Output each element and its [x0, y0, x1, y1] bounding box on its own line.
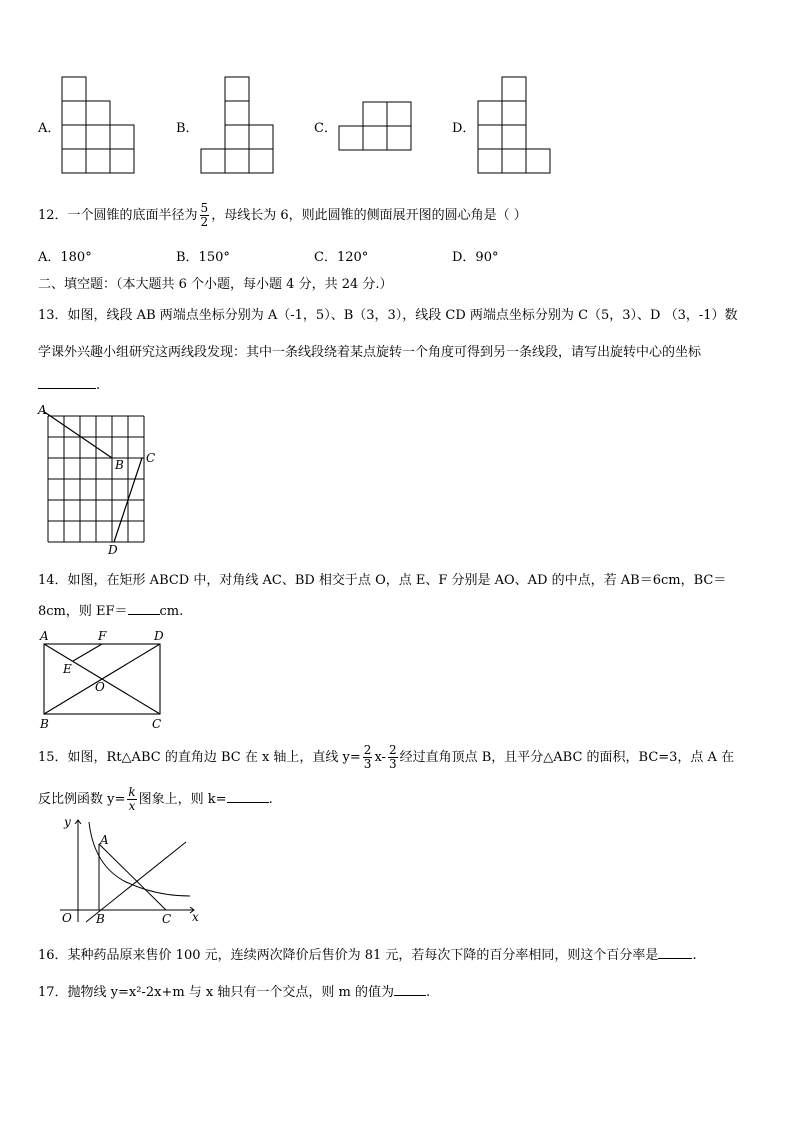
q14-label-e: E	[63, 662, 72, 676]
q15-label-x: x	[192, 910, 199, 924]
q15-label-b: B	[96, 912, 105, 926]
q14-label-d: D	[154, 629, 164, 643]
q11-option-a-label: A．	[38, 121, 61, 136]
q15-label-y: y	[64, 815, 71, 829]
q17-question	[38, 985, 430, 1001]
q15-answer-blank	[227, 802, 269, 803]
q12-text-b: ，母线长为 6，则此圆锥的侧面展开图的圆心角是（ ）	[211, 208, 527, 223]
q11-option-b-label: B．	[176, 121, 199, 136]
q17-period: .	[426, 985, 431, 1000]
q13-grid-figure	[36, 402, 166, 557]
q13-label-a: A	[38, 403, 47, 417]
q12-option-d: D．90°	[452, 250, 499, 265]
q15-frac1-den: 3	[363, 757, 372, 771]
q11-figure-b	[199, 75, 279, 177]
q12-text-a: 12．一个圆锥的底面半径为	[38, 208, 198, 223]
q13-label-b: B	[115, 458, 124, 472]
q14-rectangle-figure	[36, 628, 176, 732]
q12-option-c: C．120°	[314, 250, 369, 265]
q16-period: .	[692, 948, 697, 963]
q15-graph-figure	[56, 814, 206, 929]
q14-label-a: A	[40, 629, 49, 643]
q15-period: .	[268, 792, 273, 807]
q11-option-c-label: C．	[314, 121, 337, 136]
q12-fraction	[200, 202, 210, 229]
q14-line2	[38, 604, 183, 620]
q13-line3	[38, 378, 100, 394]
q15-fraction-3	[127, 786, 136, 813]
q12-option-a: A．180°	[38, 250, 92, 265]
q13-period: .	[96, 378, 101, 393]
q17-answer-blank	[394, 995, 426, 996]
q15-frac2-den: 3	[388, 757, 397, 771]
q14-label-c: C	[152, 717, 162, 731]
q17-text: 17．抛物线 y=x²-2x+m 与 x 轴只有一个交点，则 m 的值为	[38, 985, 394, 1000]
q15-line1	[38, 744, 734, 771]
q15-frac3-num: k	[128, 785, 136, 799]
q15-text-c: 经过直角顶点 B，且平分△ABC 的面积，BC=3，点 A 在	[399, 750, 735, 765]
q15-label-a: A	[100, 833, 109, 847]
q15-label-o: O	[62, 911, 72, 925]
q11-option-d-label: D．	[452, 121, 476, 136]
q15-line2-a: 反比例函数 y=	[38, 792, 126, 807]
q15-text-b: x-	[374, 750, 386, 765]
q15-line2-b: 图象上，则 k=	[138, 792, 227, 807]
q15-fraction-2	[388, 744, 398, 771]
q13-line1: 13．如图，线段 AB 两端点坐标分别为 A（-1，5）、B（3，3），线段 CD 两端点坐标分别为 C（5，3）、D （3，-1）数	[38, 308, 738, 323]
q14-label-b: B	[40, 717, 49, 731]
q15-frac3-den: x	[128, 799, 136, 813]
q14-answer-blank	[128, 614, 160, 615]
q12-question	[38, 202, 527, 229]
q16-question	[38, 948, 697, 964]
q13-line2: 学课外兴趣小组研究这两线段发现：其中一条线段绕着某点旋转一个角度可得到另一条线段，请写出旋转中心的坐标	[38, 345, 702, 360]
q12-option-b: B．150°	[176, 250, 230, 265]
q15-frac1-num: 2	[363, 743, 372, 757]
q14-label-f: F	[98, 629, 107, 643]
q14-text-a: 8cm，则 EF＝	[38, 604, 128, 619]
q16-answer-blank	[658, 958, 692, 959]
q13-label-c: C	[146, 451, 156, 465]
q13-label-d: D	[108, 543, 118, 557]
q11-figure-a	[60, 75, 140, 177]
q15-text-a: 15．如图，Rt△ABC 的直角边 BC 在 x 轴上，直线 y=	[38, 750, 361, 765]
q13-answer-blank	[38, 388, 96, 389]
q14-line1: 14．如图，在矩形 ABCD 中，对角线 AC、BD 相交于点 O，点 E、F 分别是 AO、AD 的中点，若 AB＝6cm，BC＝	[38, 573, 727, 588]
q15-frac2-num: 2	[388, 743, 397, 757]
q15-line2	[38, 786, 273, 813]
q15-label-c: C	[162, 912, 172, 926]
q12-frac-num: 5	[200, 201, 209, 215]
q11-figure-d	[476, 75, 556, 177]
q11-figure-c	[337, 100, 417, 156]
q12-frac-den: 2	[200, 215, 209, 229]
q14-label-o: O	[95, 680, 105, 694]
q16-text: 16．某种药品原来售价 100 元，连续两次降价后售价为 81 元，若每次下降的百分率相同，则这个百分率是	[38, 948, 659, 963]
q14-text-b: cm.	[159, 604, 184, 619]
section-heading: 二、填空题：（本大题共 6 个小题，每小题 4 分，共 24 分.）	[38, 277, 393, 292]
q15-fraction-1	[363, 744, 373, 771]
